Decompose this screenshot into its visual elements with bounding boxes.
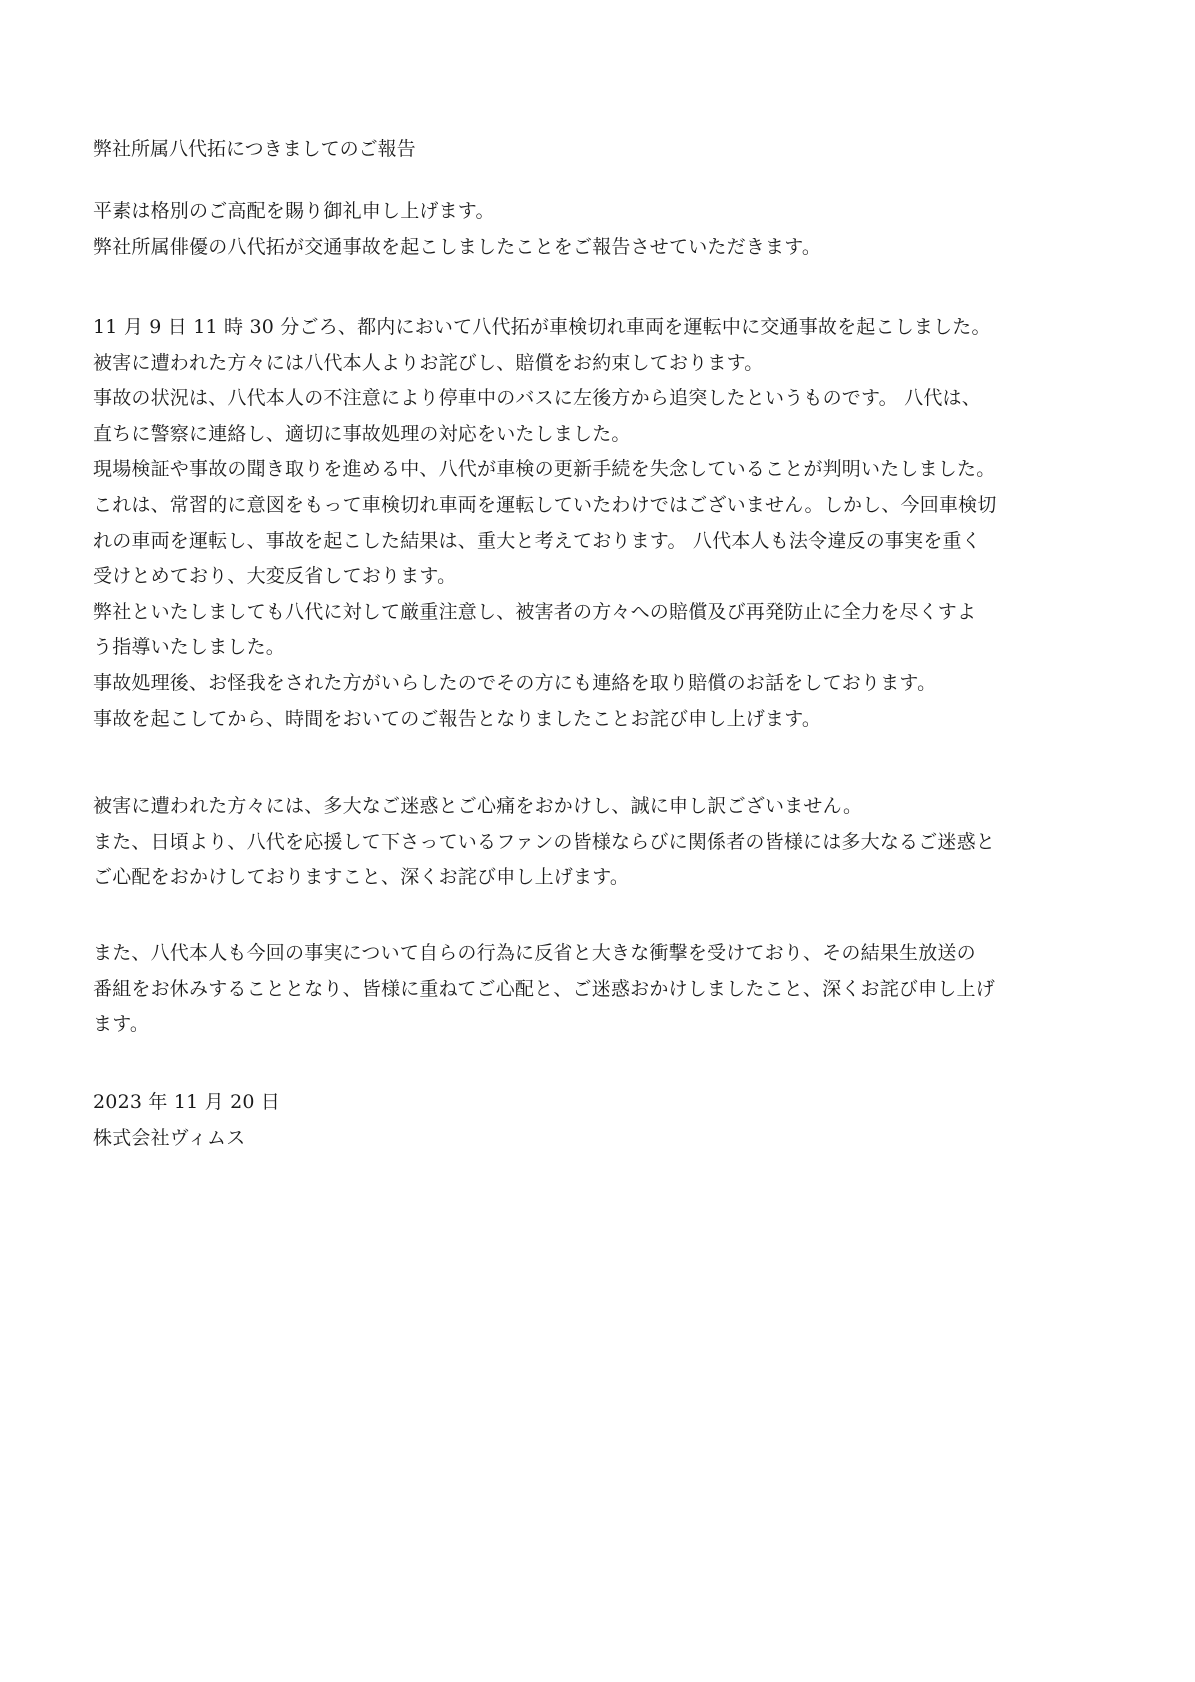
text-line: れの車両を運転し、事故を起こした結果は、重大と考えております。 八代本人も法令違反の事実を重く [93, 529, 981, 552]
text-line: 平素は格別のご高配を賜り御礼申し上げます。 [93, 200, 495, 222]
text-line: 弊社所属俳優の八代拓が交通事故を起こしましたことをご報告させていただきます。 [93, 235, 822, 258]
text-line: 11 月 9 日 11 時 30 分ごろ、都内において八代拓が車検切れ車両を運転中に交通事故を起こしました。 [93, 316, 991, 338]
text-line: 事故を起こしてから、時間をおいてのご報告となりましたことお詫び申し上げます。 [93, 707, 822, 730]
text-line: 被害に遭われた方々には、多大なご迷惑とご心痛をおかけし、誠に申し訳ございません。 [93, 795, 863, 817]
text-line: また、日頃より、八代を応援して下さっているファンの皆様ならびに関係者の皆様には多大なるご迷惑と [93, 830, 996, 853]
apology-paragraph [93, 789, 1113, 896]
text-line: 被害に遭われた方々には八代本人よりお詫びし、賠償をお約束しております。 [93, 351, 764, 374]
text-line: 弊社といたしましても八代に対して厳重注意し、被害者の方々への賠償及び再発防止に全力を尽くすよ [93, 600, 977, 623]
text-line: 直ちに警察に連絡し、適切に事故処理の対応をいたしました。 [93, 422, 631, 445]
greeting-paragraph [93, 194, 1113, 265]
text-line: 現場検証や事故の聞き取りを進める中、八代が車検の更新手続を失念していることが判明いたしました。 [93, 458, 996, 481]
text-line: 受けとめており、大変反省しております。 [93, 565, 457, 588]
text-line: う指導いたしました。 [93, 636, 286, 659]
incident-paragraph [93, 310, 1113, 737]
document-date: 2023 年 11 月 20 日 [93, 1091, 281, 1113]
broadcast-paragraph [93, 936, 1113, 1043]
company-name: 株式会社ヴィムス [93, 1126, 246, 1149]
text-line: ご心配をおかけしておりますこと、深くお詫び申し上げます。 [93, 866, 630, 889]
signature-block [93, 1085, 1113, 1156]
text-line: 番組をお休みすることとなり、皆様に重ねてご心配と、ご迷惑おかけしましたこと、深くお詫び申し上げ [93, 977, 995, 1000]
text-line: また、八代本人も今回の事実について自らの行為に反省と大きな衝撃を受けており、その結果生放送の [93, 942, 976, 964]
text-line: これは、常習的に意図をもって車検切れ車両を運転していたわけではございません。しかし、今回車検切 [93, 493, 997, 516]
document-title: 弊社所属八代拓につきましてのご報告 [93, 138, 416, 160]
text-line: 事故処理後、お怪我をされた方がいらしたのでその方にも連絡を取り賠償のお話をしております。 [93, 671, 937, 694]
text-line: ます。 [93, 1013, 150, 1036]
text-line: 事故の状況は、八代本人の不注意により停車中のバスに左後方から追突したというものです。 八代は、 [93, 387, 981, 410]
